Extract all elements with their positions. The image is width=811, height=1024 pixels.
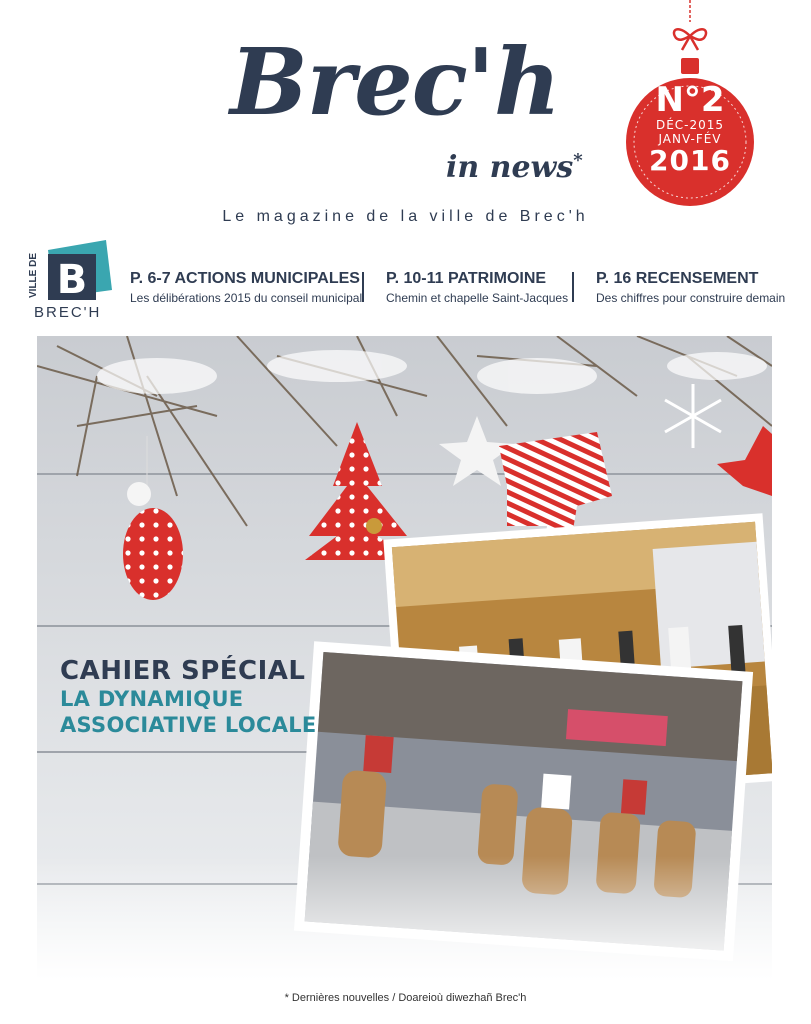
toc-subtitle: Chemin et chapelle Saint-Jacques <box>386 291 569 305</box>
city-logo-vertical: VILLE DE <box>28 252 39 298</box>
city-logo-letter: B <box>56 257 88 303</box>
toc-item-3[interactable] <box>596 270 785 305</box>
footnote: * Dernières nouvelles / Doareioù diwezhañ Brec'h <box>284 992 527 1004</box>
issue-period-2: JANV-FÉV <box>658 132 722 146</box>
toc-divider <box>572 272 574 302</box>
toc-subtitle: Des chiffres pour construire demain <box>596 291 786 305</box>
toc-title: P. 10-11 PATRIMOINE <box>386 270 547 287</box>
city-logo-name: BREC'H <box>34 304 102 321</box>
feature-subtitle-line1: LA DYNAMIQUE <box>60 687 244 711</box>
magazine-subtitle-text: in news <box>446 150 574 185</box>
magazine-title: Brec'h <box>230 28 560 136</box>
toc-title: P. 16 RECENSEMENT <box>596 270 759 287</box>
toc-divider <box>362 272 364 302</box>
feature-subtitle-line2: ASSOCIATIVE LOCALE <box>60 713 317 737</box>
magazine-subtitle <box>446 150 583 185</box>
issue-period-1: DÉC-2015 <box>655 118 725 132</box>
feature-title: CAHIER SPÉCIAL <box>60 656 306 686</box>
feature-block[interactable] <box>60 656 317 738</box>
snow-ground <box>37 856 772 980</box>
issue-year: 2016 <box>649 144 731 177</box>
toc-subtitle: Les délibérations 2015 du conseil municipal <box>130 291 363 305</box>
issue-number: N°2 <box>655 80 725 120</box>
toc-item-1[interactable] <box>130 270 362 305</box>
subtitle-asterisk: * <box>573 150 583 171</box>
toc-item-2[interactable] <box>386 270 568 305</box>
issue-badge <box>624 82 756 176</box>
toc-title: P. 6-7 ACTIONS MUNICIPALES <box>130 270 360 287</box>
tagline: Le magazine de la ville de Brec'h <box>222 208 589 225</box>
